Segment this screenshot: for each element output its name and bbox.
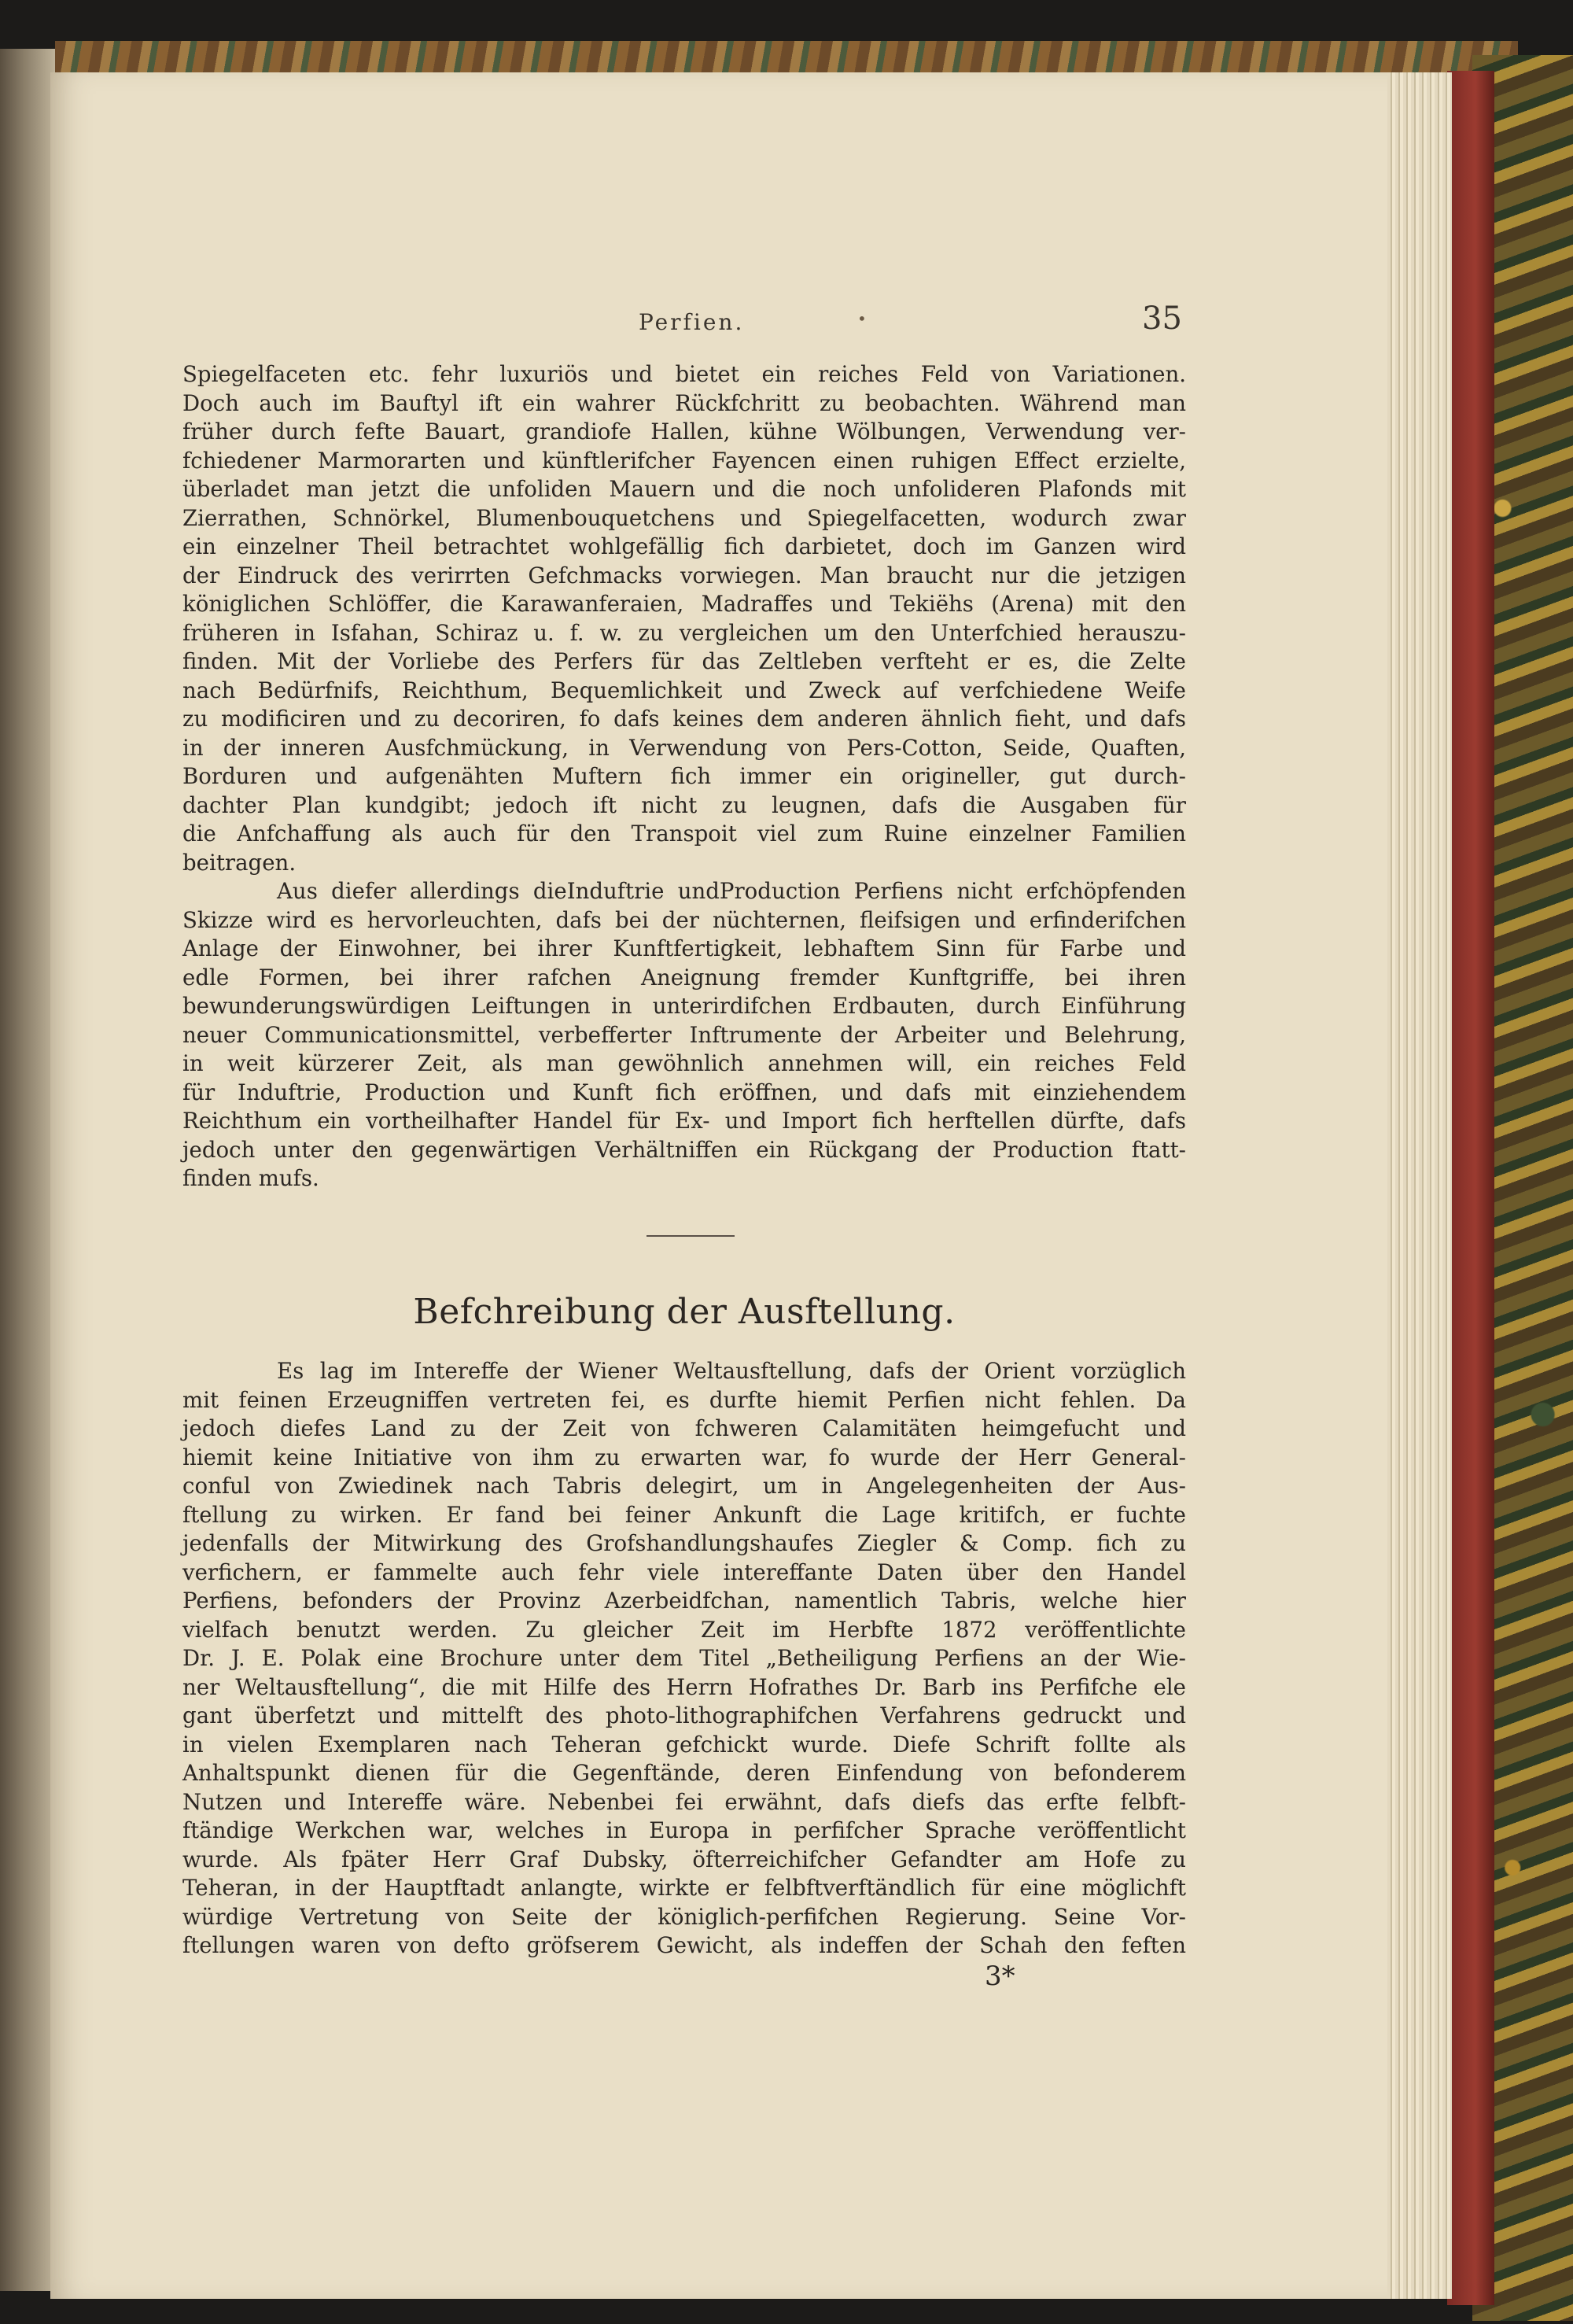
text-line: jedoch unter den gegenwärtigen Verhältniffen ein Rückgang der Production ftatt-: [182, 1136, 1186, 1163]
text-line: fchiedener Marmorarten und künftlerifcher Fayencen einen ruhigen Effect erzielte,: [182, 447, 1186, 474]
text-line: verfichern, er fammelte auch fehr viele intereffante Daten über den Handel: [182, 1559, 1186, 1585]
text-line: finden. Mit der Vorliebe des Perfers für das Zeltleben verfteht er es, die Zelte: [182, 648, 1186, 674]
text-line: Teheran, in der Hauptftadt anlangte, wirkte er felbftverftändlich für eine möglichft: [182, 1875, 1186, 1901]
text-line: für Induftrie, Production und Kunft fich eröffnen, und dafs mit einziehendem: [182, 1079, 1186, 1105]
left-page-edge: [0, 49, 55, 2291]
text-line: nach Bedürfnifs, Reichthum, Bequemlichkeit und Zweck auf verfchiedene Weife: [182, 677, 1186, 703]
red-cover-board: [1447, 71, 1494, 2305]
signature-mark: 3*: [985, 1961, 1015, 1992]
text-line: Anlage der Einwohner, bei ihrer Kunftfertigkeit, lebhaftem Sinn für Farbe und: [182, 935, 1186, 961]
text-line: Dr. J. E. Polak eine Brochure unter dem Titel „Betheiligung Perfiens an der Wie-: [182, 1645, 1186, 1671]
text-line: zu modificiren und zu decoriren, fo dafs keines dem anderen ähnlich fieht, und dafs: [182, 706, 1186, 732]
page-block-edges: [1380, 72, 1452, 2299]
text-line: der Eindruck des verirrten Gefchmacks vorwiegen. Man braucht nur die jetzigen: [182, 562, 1186, 588]
text-line: ftellung zu wirken. Er fand bei feiner Ankunft die Lage kritifch, er fuchte: [182, 1501, 1186, 1528]
text-line: Es lag im Intereffe der Wiener Weltausftellung, dafs der Orient vorzüglich: [277, 1358, 1186, 1384]
ink-mark: •: [857, 309, 867, 328]
text-line: früher durch fefte Bauart, grandiofe Hallen, kühne Wölbungen, Verwendung ver-: [182, 419, 1186, 445]
text-line: conful von Zwiedinek nach Tabris delegirt, um in Angelegenheiten der Aus-: [182, 1473, 1186, 1499]
text-line: jedenfalls der Mitwirkung des Grofshandlungshaufes Ziegler & Comp. fich zu: [182, 1530, 1186, 1556]
text-line: überladet man jetzt die unfoliden Mauern und die noch unfolideren Plafonds mit: [182, 476, 1186, 502]
page-number: 35: [1142, 301, 1182, 337]
text-line: beitragen.: [182, 849, 297, 876]
text-line: ftellungen waren von defto gröfserem Gewicht, als indeffen der Schah den feften: [182, 1932, 1186, 1958]
body-text-section-1: [182, 360, 1186, 1193]
text-line: finden mufs.: [182, 1165, 319, 1191]
text-line: bewunderungswürdigen Leiftungen in unterirdifchen Erdbauten, durch Einführung: [182, 993, 1186, 1019]
running-head: Perfien.: [639, 309, 745, 335]
text-line: mit feinen Erzeugniffen vertreten fei, es durfte hiemit Perfien nicht fehlen. Da: [182, 1386, 1186, 1413]
text-line: Perfiens, befonders der Provinz Azerbeidfchan, namentlich Tabris, welche hier: [182, 1588, 1186, 1614]
text-line: edle Formen, bei ihrer rafchen Aneignung fremder Kunftgriffe, bei ihren: [182, 964, 1186, 990]
text-line: Borduren und aufgenähten Muftern fich immer ein origineller, gut durch-: [182, 763, 1186, 789]
text-line: jedoch diefes Land zu der Zeit von fchweren Calamitäten heimgefucht und: [182, 1415, 1186, 1441]
text-line: vielfach benutzt werden. Zu gleicher Zeit im Herbfte 1872 veröffentlichte: [182, 1616, 1186, 1643]
text-line: Spiegelfaceten etc. fehr luxuriös und bietet ein reiches Feld von Variationen.: [182, 361, 1186, 387]
text-line: ftändige Werkchen war, welches in Europa in perfifcher Sprache veröffentlicht: [182, 1817, 1186, 1843]
text-line: Skizze wird es hervorleuchten, dafs bei der nüchternen, fleifsigen und erfinderifchen: [182, 906, 1186, 933]
text-line: ein einzelner Theil betrachtet wohlgefällig fich darbietet, doch im Ganzen wird: [182, 533, 1186, 559]
text-line: würdige Vertretung von Seite der königlich-perfifchen Regierung. Seine Vor-: [182, 1903, 1186, 1930]
text-line: in der inneren Ausfchmückung, in Verwendung von Pers-Cotton, Seide, Quaften,: [182, 734, 1186, 761]
text-line: früheren in Isfahan, Schiraz u. f. w. zu vergleichen um den Unterfchied herauszu-: [182, 619, 1186, 646]
section-heading: Befchreibung der Ausftellung.: [413, 1292, 956, 1332]
text-line: ner Weltausftellung“, die mit Hilfe des Herrn Hofrathes Dr. Barb ins Perfifche ele: [182, 1673, 1186, 1700]
text-line: Reichthum ein vortheilhafter Handel für Ex- und Import fich herftellen dürfte, dafs: [182, 1108, 1186, 1134]
text-line: die Anfchaffung als auch für den Transpoit viel zum Ruine einzelner Familien: [182, 821, 1186, 847]
text-line: Aus diefer allerdings dieInduftrie undProduction Perfiens nicht erfchöpfenden: [277, 878, 1186, 904]
text-line: Nutzen und Intereffe wäre. Nebenbei fei erwähnt, dafs diefs das erfte felbft-: [182, 1788, 1186, 1815]
section-divider: [647, 1235, 735, 1237]
text-line: königlichen Schlöffer, die Karawanferaien, Madraffes und Tekiëhs (Arena) mit den: [182, 591, 1186, 617]
text-line: hiemit keine Initiative von ihm zu erwarten war, fo wurde der Herr General-: [182, 1444, 1186, 1470]
text-line: gant überfetzt und mittelft des photo-lithographifchen Verfahrens gedruckt und: [182, 1702, 1186, 1728]
text-line: Anhaltspunkt dienen für die Gegenftände, deren Einfendung von befonderem: [182, 1760, 1186, 1786]
text-line: Zierrathen, Schnörkel, Blumenbouquetchens und Spiegelfacetten, wodurch zwar: [182, 504, 1186, 531]
text-line: dachter Plan kundgibt; jedoch ift nicht zu leugnen, dafs die Ausgaben für: [182, 791, 1186, 818]
body-text-section-2: [182, 1357, 1186, 1961]
text-line: in vielen Exemplaren nach Teheran gefchickt wurde. Diefe Schrift follte als: [182, 1731, 1186, 1758]
text-line: Doch auch im Bauftyl ift ein wahrer Rückfchritt zu beobachten. Während man: [182, 389, 1186, 416]
text-line: neuer Communicationsmittel, verbefferter Inftrumente der Arbeiter und Belehrung,: [182, 1021, 1186, 1048]
text-line: in weit kürzerer Zeit, als man gewöhnlich annehmen will, ein reiches Feld: [182, 1050, 1186, 1076]
text-line: wurde. Als fpäter Herr Graf Dubsky, öfterreichifcher Gefandter am Hofe zu: [182, 1846, 1186, 1872]
